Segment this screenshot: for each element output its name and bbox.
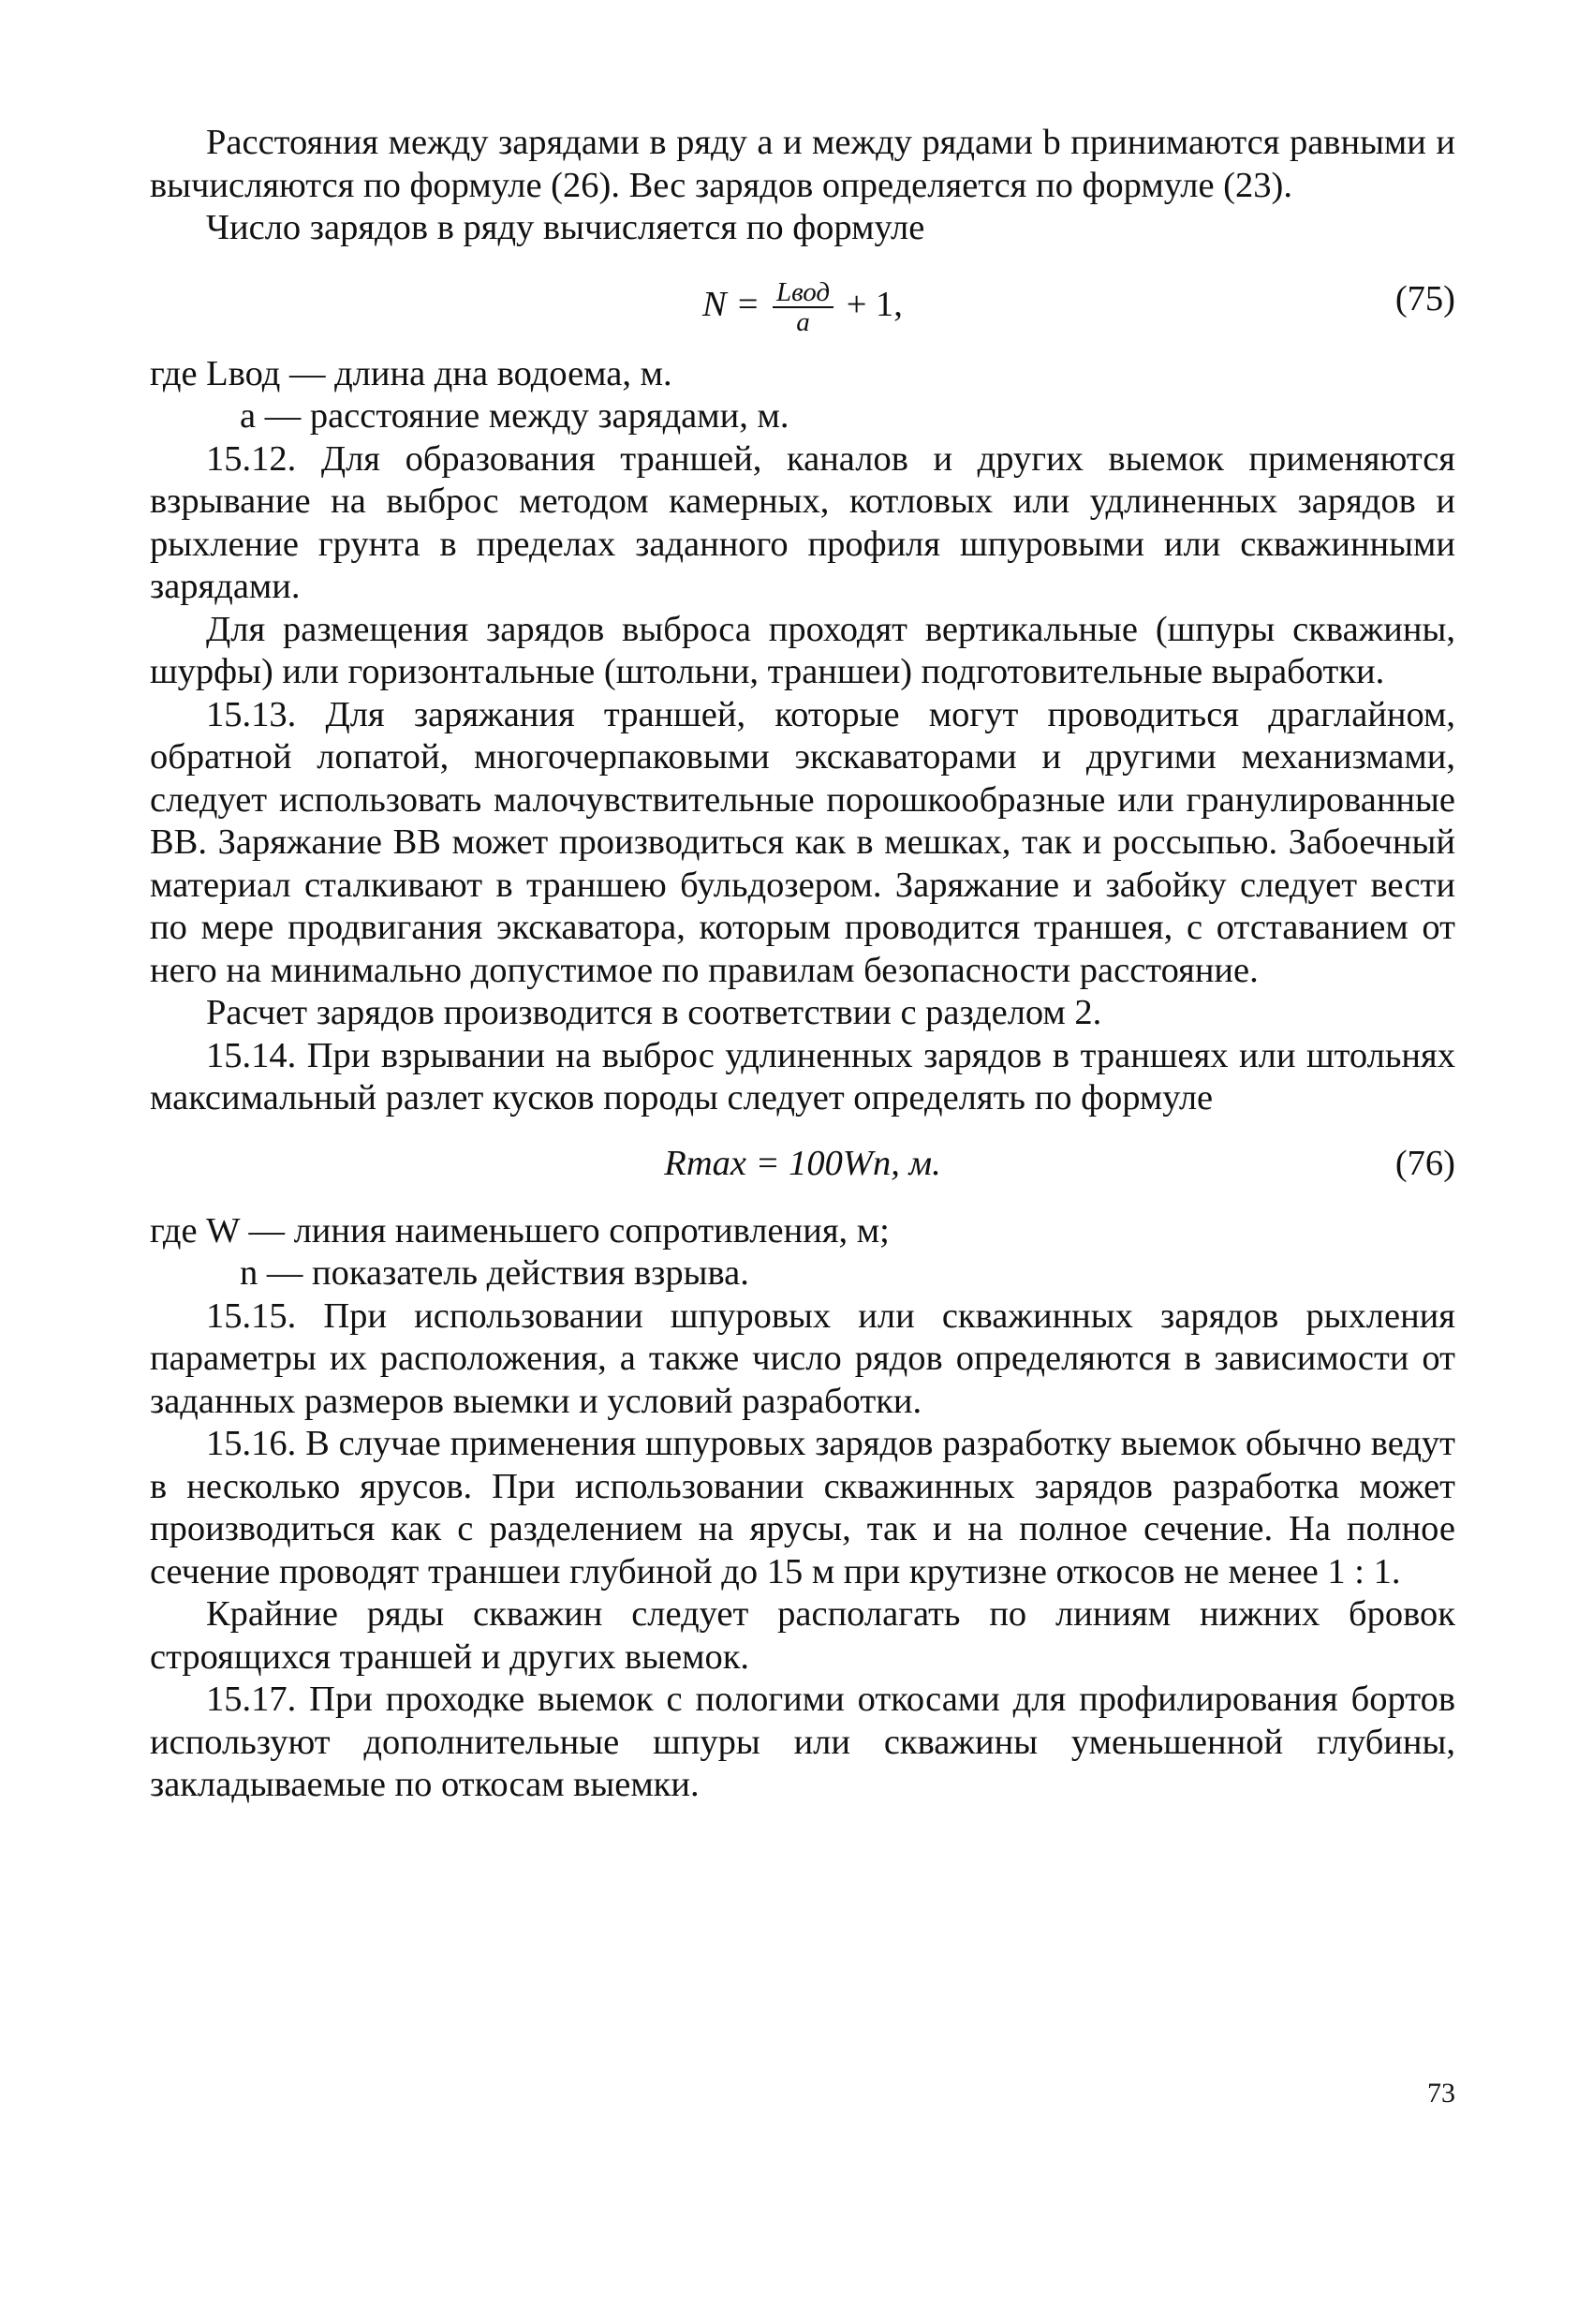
paragraph-spacing: Расстояния между зарядами в ряду a и между рядами b принимаются равными и вычисляются по формуле (26). Вес зарядов определяется по формуле (23). — [150, 123, 1455, 205]
formula-75-lhs: N = — [702, 284, 760, 324]
formula-75-number: (75) — [1394, 278, 1455, 318]
page-body — [150, 122, 1455, 1807]
formula-75-denominator: a — [796, 306, 810, 337]
where-block-1-line-1: где Lвод — длина дна водоема, м. — [150, 353, 672, 393]
formula-75-fraction — [773, 278, 833, 336]
section-15-14: 15.14. При взрывании на выброс удлиненных зарядов в траншеях или штольнях максимальный разлет кусков породы следует определять по формуле — [150, 1035, 1455, 1118]
section-15-13: 15.13. Для заряжания траншей, которые могут проводиться драглайном, обратной лопатой, многочерпаковыми экскаваторами и другими механизмами, следует использовать малочувствительные порошкообразные или гранулированные ВВ. Заряжание ВВ может производиться как в мешках, так и россыпью. Забоечный материал сталкивают в траншею бульдозером. Заряжание и забойку следует вести по мере продвигания экскаватора, которым проводится траншея, с отставанием от него на минимально допустимое по правилам безопасности расстояние. — [150, 694, 1455, 990]
formula-76 — [150, 1120, 1455, 1210]
formula-75-numerator: Lвод — [773, 278, 833, 308]
paragraph-charge-placement: Для размещения зарядов выброса проходят вертикальные (шпуры скважины, шурфы) или горизонтальные (штольни, траншеи) подготовительные выработки. — [150, 609, 1455, 691]
section-15-15: 15.15. При использовании шпуровых или скважинных зарядов рыхления параметры их расположения, а также число рядов определяются в зависимости от заданных размеров выемки и условий разработки. — [150, 1295, 1455, 1421]
page-number: 73 — [1427, 2078, 1455, 2109]
formula-75-rhs: + 1, — [846, 284, 903, 324]
formula-76-text: Rmax = 100Wn, м. — [664, 1143, 941, 1183]
where-block-2-line-2: n — показатель действия взрыва. — [240, 1253, 749, 1293]
formula-75 — [150, 250, 1455, 353]
paragraph-edge-rows: Крайние ряды скважин следует располагать по линиям нижних бровок строящихся траншей и других выемок. — [150, 1594, 1455, 1677]
paragraph-charge-count: Число зарядов в ряду вычисляется по формуле — [206, 208, 925, 247]
section-15-16: 15.16. В случае применения шпуровых зарядов разработку выемок обычно ведут в несколько ярусов. При использовании скважинных зарядов разработка может производиться как с разделением на ярусы, так и на полное сечение. На полное сечение проводят траншеи глубиной до 15 м при крутизне откосов не менее 1 : 1. — [150, 1424, 1455, 1591]
section-15-17: 15.17. При проходке выемок с пологими откосами для профилирования бортов используют дополнительные шпуры или скважины уменьшенной глубины, закладываемые по откосам выемки. — [150, 1680, 1455, 1804]
formula-76-number: (76) — [1394, 1143, 1455, 1183]
where-block-1-line-2: a — расстояние между зарядами, м. — [240, 396, 789, 436]
paragraph-calculation: Расчет зарядов производится в соответствии с разделом 2. — [206, 993, 1102, 1032]
section-15-12: 15.12. Для образования траншей, каналов и других выемок применяются взрывание на выброс методом камерных, котловых или удлиненных зарядов и рыхление грунта в пределах заданного профиля шпуровыми или скважинными зарядами. — [150, 438, 1455, 606]
where-block-2-line-1: где W — линия наименьшего сопротивления, м; — [150, 1210, 890, 1251]
